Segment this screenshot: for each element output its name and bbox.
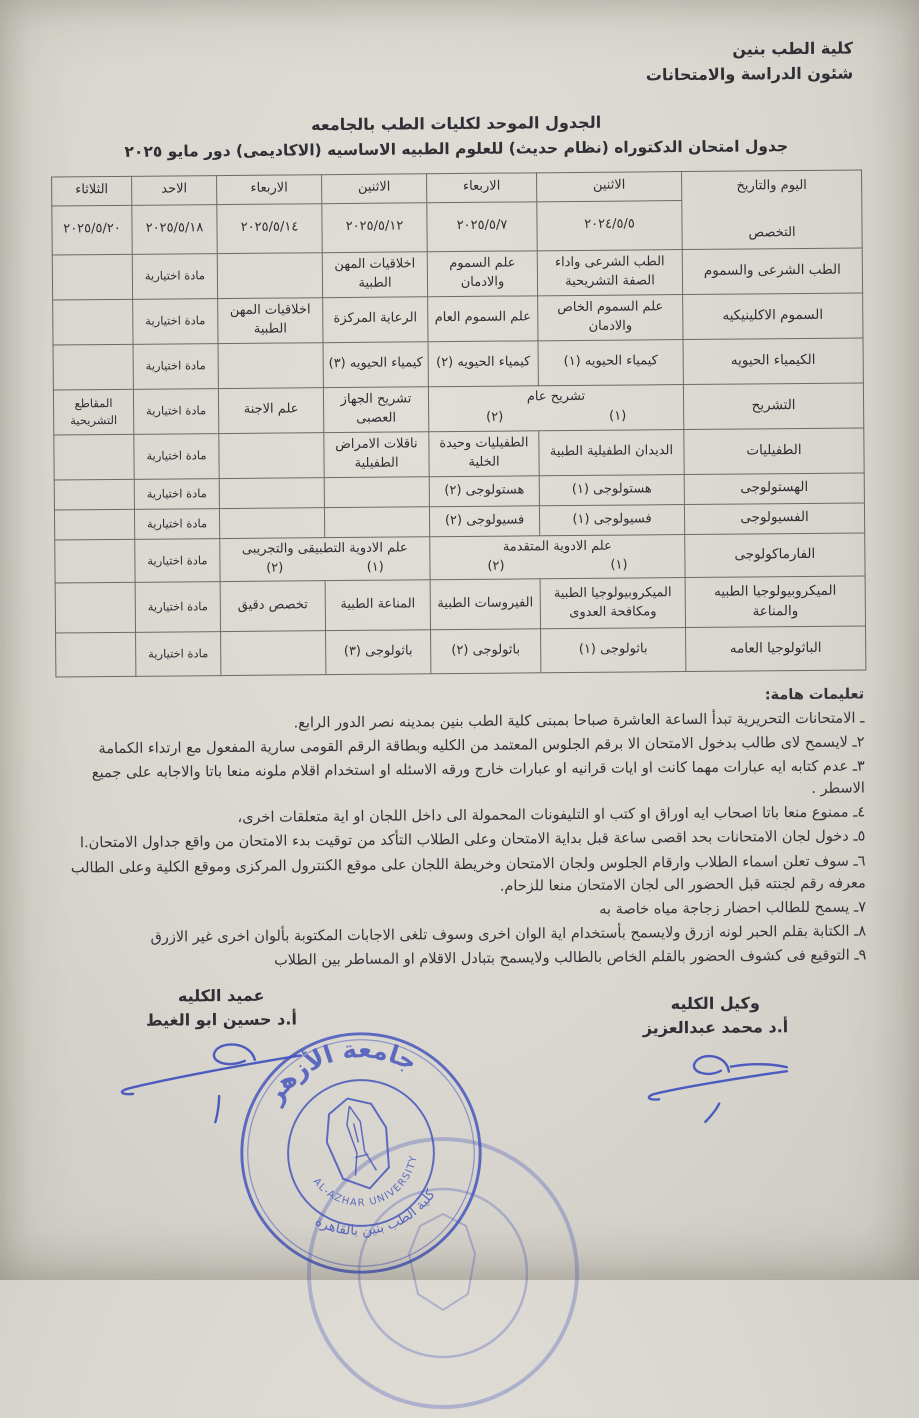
schedule-row (54, 428, 864, 480)
subject-cell: مادة اختيارية (133, 343, 218, 389)
vice-dean-title: وكيل الكليه (670, 993, 760, 1013)
notes-heading: تعليمات هامة: (764, 686, 865, 704)
subject-cell: كيمياء الحيويه (٣) (323, 341, 428, 387)
letterhead (0, 37, 853, 94)
subject-cell (324, 476, 429, 507)
subject-cell: مادة اختيارية (134, 508, 219, 539)
subject-cell (52, 254, 132, 300)
subject-cell: علم الاجنة (218, 387, 323, 433)
note-item: ـ الامتحانات التحريرية تبدأ الساعة العاشرة صباحا بمبنى كلية الطب بنين بمدينه نصر الدور الرابع. (293, 710, 865, 732)
letterhead-line1: كلية الطب بنين (732, 38, 854, 59)
schedule-row (55, 576, 865, 633)
subject-cell (56, 633, 136, 678)
note-item: ٦ـ سوف تعلن اسماء الطلاب وارقام الجلوس ولجان الامتحان وخريطة اللجان على موقع الكنترول المركزى وموقع الكلية وعلى الطالب معرفه رقم لجنته قبل الحضور الى لجان الامتحان منعا للزحام. (70, 852, 866, 895)
note-item: ٧ـ يسمح للطالب احضار زجاجة مياه خاصة به (599, 899, 867, 918)
subject-cell (217, 252, 322, 298)
day-header: الثلاثاء (52, 176, 132, 206)
stamp-arabic-top: جامعة الأزهر (259, 1034, 423, 1109)
subject-cell (54, 434, 134, 480)
days-row (52, 170, 862, 206)
dean-title: عميد الكليه (177, 985, 265, 1006)
note-item: ٨ـ الكتابة بقلم الحبر لونه ازرق ولايسمح بأستخدام اية الوان اخرى وسوف تلغى الاجابات المكتوبة بألوان اخرى غير الازرق (150, 923, 867, 946)
paper-number: (١) (366, 560, 384, 576)
date-header: ٢٠٢٥/٥/٢٠ (52, 205, 132, 255)
page-subtitle: جدول امتحان الدكتوراه (نظام حديث) للعلوم الطبيه الاساسيه (الاكاديمى) دور مايو ٢٠٢٥ (124, 136, 789, 161)
titles (0, 110, 916, 162)
vice-dean-signature-block (605, 990, 826, 1126)
subject-cell: باثولوجى (٣) (326, 630, 431, 675)
subject-cell: تشريح الجهاز العصبى (323, 386, 428, 432)
subject-cell: تخصص دقيق (220, 581, 325, 632)
specialty-cell: الباثولوجيا العامه (686, 626, 866, 672)
letterhead-line2: شئون الدراسة والامتحانات (645, 63, 854, 85)
subject-cell: فسيولوجى (٢) (429, 505, 539, 536)
subject-cell (219, 477, 324, 508)
subject-cell: مادة اختيارية (134, 433, 219, 479)
notes-section (58, 684, 866, 973)
university-stamp (232, 1024, 490, 1282)
subject-cell: الطب الشرعى واداء الصفة التشريحية (537, 249, 682, 295)
date-header: ٢٠٢٥/٥/١٨ (132, 204, 217, 254)
specialty-cell: الكيمياء الحيويه (683, 338, 863, 385)
subject-cell: باثولوجى (٢) (431, 629, 541, 674)
subject-cell: الرعاية المركزة (323, 296, 428, 342)
specialty-cell: السموم الاكلينيكيه (683, 293, 863, 340)
notes-list (58, 708, 866, 973)
day-header: الاربعاء (217, 174, 322, 204)
subject-cell: فسيولوجى (١) (539, 504, 684, 535)
date-header: ٢٠٢٥/٥/١٤ (217, 203, 322, 253)
subject-cell: باثولوجى (١) (541, 628, 686, 673)
corner-day-date-label: اليوم والتاريخ (736, 178, 807, 194)
date-header: ٢٠٢٤/٥/٥ (537, 200, 682, 250)
subject-cell: المناعة الطبية (325, 580, 430, 631)
subject-cell (55, 539, 135, 583)
subject-cell (53, 344, 133, 390)
subject-cell: الديدان الطفيلية الطبية (539, 429, 684, 475)
subject-cell: كيمياء الحيويه (١) (538, 339, 683, 385)
note-item: ٩ـ التوقيع فى كشوف الحضور بالقلم الخاص بالطالب ولايسمح بتبادل الاقلام او المساطر بين الطلاب (274, 947, 867, 969)
specialty-cell: التشريح (683, 383, 863, 430)
paper-number: (٢) (486, 409, 504, 425)
schedule-row (53, 293, 863, 345)
subject-cell (53, 299, 133, 345)
subject-cell (54, 509, 134, 540)
subject-cell: علم الادوية التطبيقى والتجريبى (١) (٢) (220, 536, 430, 582)
subject-cell: علم السموم الخاص والادمان (538, 294, 683, 340)
note-item: ٢ـ لايسمح لاى طالب بدخول الامتحان الا برقم الجلوس المعتمد من الكليه وبطاقة الرقم القومى سارية المفعول مع ارتداء الكمامة (98, 734, 865, 758)
date-header: ٢٠٢٥/٥/١٢ (322, 202, 427, 252)
dean-name: أ.د حسين ابو الغيط (145, 1009, 297, 1030)
subject-cell: علم السموم العام (428, 295, 538, 341)
subject-cell: الميكروبيولوجيا الطبية ومكافحة العدوى (540, 578, 685, 629)
schedule-row (52, 248, 862, 300)
specialty-cell: الميكروبيولوجيا الطبيه والمناعة (685, 576, 865, 628)
schedule-row (53, 338, 863, 390)
subject-cell: مادة اختيارية (136, 632, 221, 677)
subject-cell: مادة اختيارية (132, 253, 217, 299)
schedule-body (52, 248, 866, 678)
subject-cell: علم السموم والادمان (427, 250, 537, 296)
vice-dean-name: أ.د محمد عبدالعزيز (642, 1016, 789, 1038)
schedule-row (53, 383, 863, 435)
specialty-cell: الفسيولوجى (684, 503, 864, 535)
corner-cell (682, 170, 863, 250)
subject-cell: هستولوجى (٢) (429, 475, 539, 506)
subject-cell (324, 506, 429, 537)
subject-cell: هستولوجى (١) (539, 474, 684, 505)
subject-cell: اخلاقيات المهن الطبية (218, 297, 323, 343)
paper-number: (٢) (487, 559, 505, 575)
subject-cell: مادة اختيارية (134, 478, 219, 509)
paper-number: (٢) (266, 560, 284, 577)
specialty-cell: الطفيليات (684, 428, 864, 475)
subject-cell: مادة اختيارية (135, 538, 220, 582)
corner-specialty-label: التخصص (748, 225, 796, 241)
subject-cell (55, 583, 135, 634)
day-header: الاثنين (322, 173, 427, 203)
stamp-emblem (318, 1091, 400, 1196)
stamp-latin: AL-AZHAR UNIVERSITY (310, 1154, 420, 1209)
day-header: الاثنين (537, 171, 682, 201)
exam-schedule-table (51, 169, 866, 678)
subject-cell: علم الادوية المتقدمة (١) (٢) (430, 534, 685, 580)
specialty-cell: الطب الشرعى والسموم (682, 248, 862, 295)
subject-cell: مادة اختيارية (133, 388, 218, 434)
day-header: الاربعاء (427, 172, 537, 202)
subject-cell: المقاطع التشريحية (53, 389, 133, 435)
subject-cell (54, 479, 134, 510)
specialty-cell: الهستولوجى (684, 473, 864, 505)
subject-cell: الفيروسات الطبية (430, 579, 540, 630)
subject-cell (219, 507, 324, 538)
subject-cell: الطفيليات وحيدة الخلية (429, 430, 539, 476)
specialty-cell: الفارماكولوجى (685, 533, 865, 578)
vice-dean-signature-stroke (611, 1041, 822, 1127)
day-header: الاحد (132, 175, 217, 205)
subject-cell: ناقلات الامراض الطفيلية (324, 431, 429, 477)
note-item: ٣ـ عدم كتابه ايه عبارات مهما كانت او ايات قرانيه او عبارات خارج ورقه الاسئله او استخدام اقلام ملونه منعا باتا والاجابه على جميع الاسطر . (91, 758, 866, 798)
schedule-row (56, 626, 866, 677)
paper-number: (١) (610, 557, 628, 574)
subject-cell (219, 432, 324, 478)
note-item: ٥ـ دخول لجان الامتحانات بحد اقصى ساعة قبل بداية الامتحان وعلى الطلاب التأكد من توقيت بدء الامتحان من واقع جداول الامتحان.ا (79, 828, 866, 852)
subject-cell (218, 342, 323, 388)
subject-cell: تشريح عام (١) (٢) (428, 384, 683, 431)
subject-cell: مادة اختيارية (133, 298, 218, 344)
paper-number: (١) (609, 408, 627, 424)
note-item: ٤ـ ممنوع منعا باتا اصحاب ايه اوراق او كتب او التليفونات المحمولة الى داخل اللجان او اية متعلقات اخرى، (237, 804, 866, 827)
stamp-arabic-bottom: كلية الطب بنين بالقاهرة (312, 1186, 439, 1239)
subject-cell: مادة اختيارية (135, 582, 220, 633)
schedule-row (55, 533, 865, 584)
page-title: الجدول الموحد لكليات الطب بالجامعه (310, 112, 602, 134)
subject-cell (221, 631, 326, 676)
subject-cell: كيمياء الحيويه (٢) (428, 340, 538, 386)
subject-cell: اخلاقيات المهن الطبية (322, 251, 427, 297)
date-header: ٢٠٢٥/٥/٧ (427, 201, 537, 251)
